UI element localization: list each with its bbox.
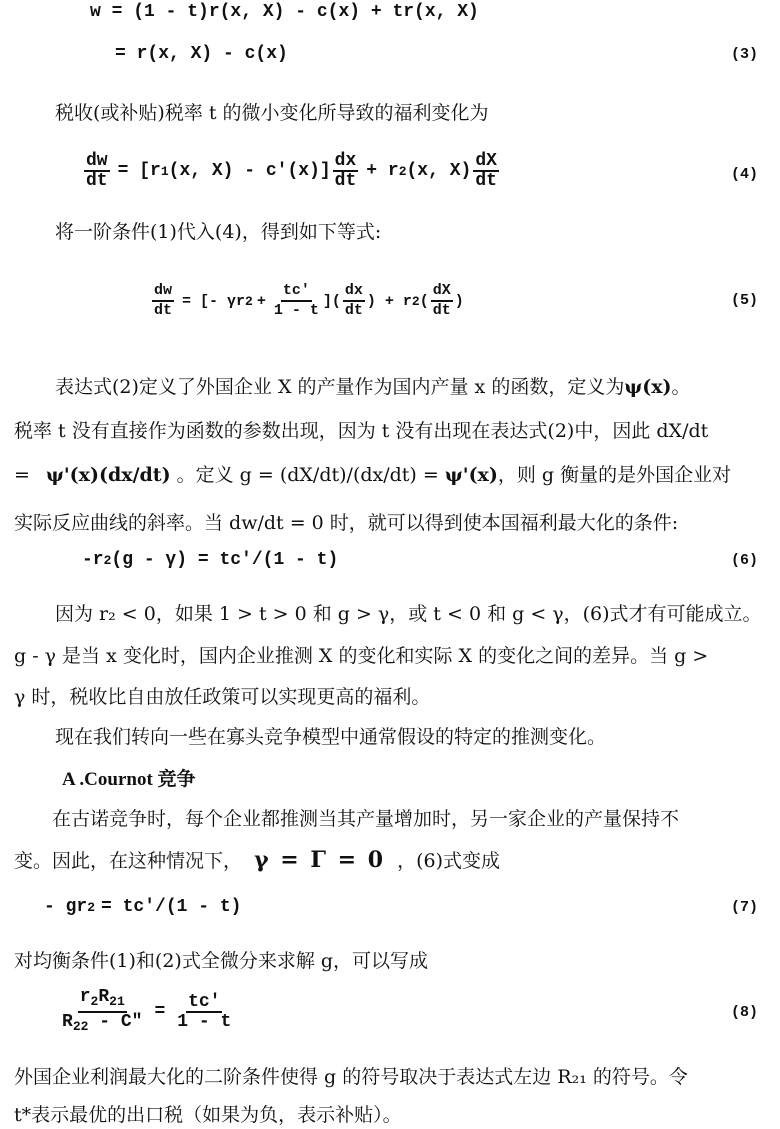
para-welfare-intro: 税收(或补贴)税率 t 的微小变化所导致的福利变化为 (55, 102, 489, 124)
eq5-f4-num: dX (431, 282, 453, 302)
eq5-lhs-den: dt (154, 302, 173, 319)
eq4-frac2 (333, 152, 359, 190)
para-final-line2: t*表示最优的出口税（如果为负，表示补贴）。 (14, 1104, 402, 1126)
eq4-f3-den: dt (475, 171, 497, 191)
eq5-f3-num: dx (343, 282, 365, 302)
psi-prime-dxdt-math: ψ'(x)(dx/dt) (45, 464, 171, 486)
eq4-f3-num: dX (475, 151, 497, 171)
eq5-lhs-num: dw (152, 282, 174, 302)
para-final-line1: 外国企业利润最大化的二阶条件使得 g 的符号取决于表达式左边 R₂₁ 的符号。令 (14, 1066, 688, 1088)
eq8-rhs-num: tc' (188, 992, 221, 1012)
section-heading-cournot: A .Cournot 竞争 (62, 769, 196, 790)
eq8-rhs-den: 1 - t (177, 1012, 232, 1032)
psi-x-math: ψ(x) (624, 376, 672, 398)
para-main-line4: 实际反应曲线的斜率。当 dw/dt = 0 时，就可以得到使本国福利最大化的条件: (14, 512, 679, 534)
para-cournot-l2b: ，(6)式变成 (397, 850, 500, 872)
eq5-f2-den: 1 - t (273, 302, 319, 319)
eq4-lhs-num: dw (86, 151, 108, 171)
eq6-a: -r (82, 550, 104, 570)
para-cournot-l2a: 变。因此，在这种情况下， (14, 850, 243, 872)
para-main-line3 (14, 460, 731, 487)
eq6 (82, 550, 338, 570)
para-main-l3c: ，则 g 衡量的是外国企业对 (497, 464, 732, 486)
eq5-mid2: + (256, 292, 266, 310)
eq3-line2: = r(x, X) - c(x) (115, 44, 288, 64)
eq3-line1: w = (1 - t)r(x, X) - c(x) + tr(x, X) (90, 2, 479, 22)
para-main-l3b: 。定义 g = (dX/dt)/(dx/dt) = (176, 464, 439, 486)
eq5-mid6: ) (454, 292, 464, 310)
eq4-lhs-den: dt (86, 171, 108, 191)
para-cournot-line1: 在古诺竞争时，每个企业都推测当其产量增加时，另一家企业的产量保持不 (52, 808, 680, 830)
eq7-a: - gr (44, 897, 88, 917)
para-cond-line1: 因为 r₂ < 0，如果 1 > t > 0 和 g > γ，或 t < 0 和 g < γ，(6)式才有可能成立。 (55, 603, 762, 625)
eq8-lhs-frac (60, 988, 144, 1036)
eq4-mid1: = [r (117, 161, 161, 181)
eq7-b: = tc'/(1 - t) (101, 897, 242, 917)
para-substitute: 将一阶条件(1)代入(4)，得到如下等式: (55, 221, 382, 243)
para-main-l1a: 表达式(2)定义了外国企业 X 的产量作为国内产量 x 的函数，定义为 (55, 376, 625, 398)
gamma-equals-zero-math: γ = Γ = 0 (254, 847, 386, 873)
eq4-mid3: + r (366, 161, 399, 181)
para-solve: 对均衡条件(1)和(2)式全微分来求解 g，可以写成 (14, 950, 429, 972)
eq4 (82, 152, 501, 190)
eq8-lhs-den: $R_{22}$ - C" (62, 1012, 143, 1034)
eq5-frac2 (272, 282, 321, 320)
eq6-number: (6) (730, 552, 758, 569)
para-main-l3a: = (14, 464, 30, 486)
eq7 (44, 897, 241, 917)
eq5-frac4 (431, 282, 453, 320)
eq8 (58, 988, 235, 1036)
eq5 (150, 282, 464, 320)
eq5-mid5: ( (419, 292, 429, 310)
eq5-number: (5) (730, 292, 758, 309)
eq8-rhs-frac (175, 993, 233, 1031)
eq4-mid4: (x, X) (406, 161, 472, 181)
eq5-sub2: 2 (411, 293, 420, 309)
eq4-sub2: 2 (398, 163, 407, 179)
eq4-mid2: (x, X) - c'(x)] (168, 161, 331, 181)
eq4-f2-num: dx (334, 151, 357, 171)
eq5-f4-den: dt (432, 302, 451, 319)
eq5-frac3 (343, 282, 365, 320)
eq4-number: (4) (730, 166, 758, 183)
para-main-line1 (55, 372, 691, 399)
eq4-lhs-frac (84, 152, 110, 190)
eq5-mid1: = [- γr (182, 292, 246, 310)
psi-prime-math: ψ'(x) (444, 464, 498, 486)
para-cond-line2: g - γ 是当 x 变化时，国内企业推测 X 的变化和实际 X 的变化之间的差异。当 g > (14, 645, 709, 667)
para-cournot-line2 (14, 846, 500, 873)
eq5-f2-num: tc' (281, 282, 312, 302)
eq6-sub1: 2 (103, 552, 112, 568)
eq7-sub1: 2 (87, 899, 96, 915)
para-turn: 现在我们转向一些在寡头竞争模型中通常假设的特定的推测变化。 (55, 726, 607, 748)
eq8-lhs-num: $r_2R_{21}$ (78, 988, 127, 1013)
eq4-frac3 (473, 152, 499, 190)
eq4-sub1: 1 (160, 163, 169, 179)
eq5-mid4: ) + r (366, 292, 412, 310)
eq4-f2-den: dt (334, 171, 357, 191)
eq8-number: (8) (730, 1004, 758, 1021)
para-cond-line3: γ 时，税收比自由放任政策可以实现更高的福利。 (14, 686, 431, 708)
eq5-mid3: ]( (322, 292, 341, 310)
eq8-equals: = (154, 1002, 166, 1022)
eq6-b: (g - γ) = tc'/(1 - t) (111, 550, 339, 570)
para-main-line2: 税率 t 没有直接作为函数的参数出现，因为 t 没有出现在表达式(2)中，因此 dX/dt (14, 420, 709, 442)
eq5-lhs-frac (152, 282, 174, 320)
eq3-number: (3) (730, 46, 758, 63)
para-main-l1b: 。 (671, 376, 691, 398)
eq7-number: (7) (730, 899, 758, 916)
eq5-f3-den: dt (344, 302, 363, 319)
eq5-sub1: 2 (245, 293, 253, 309)
